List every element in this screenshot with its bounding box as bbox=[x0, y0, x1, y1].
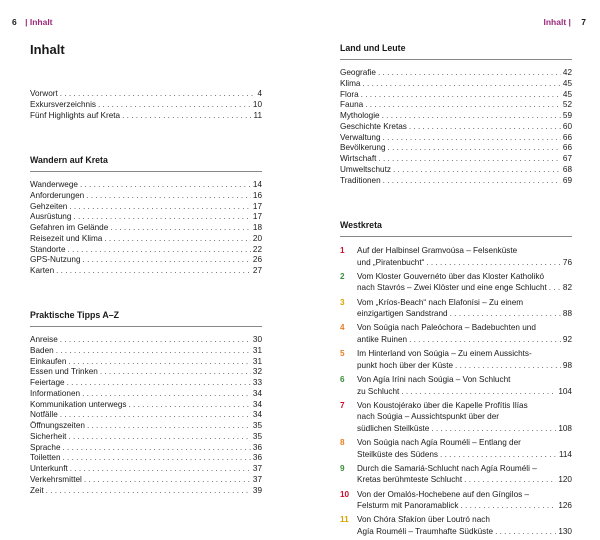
toc-entry-page: 16 bbox=[252, 190, 262, 200]
toc-entry-label: Kommunikation unterwegs bbox=[30, 399, 127, 409]
tour-page: 120 bbox=[558, 475, 572, 485]
tour-number: 9 bbox=[340, 463, 345, 473]
section-title-wandern: Wandern auf Kreta bbox=[30, 155, 262, 172]
tour-page: 104 bbox=[558, 386, 572, 396]
page-number-right: 7 bbox=[581, 17, 586, 27]
toc-entry-label: Fauna bbox=[340, 100, 364, 110]
dot-leader bbox=[409, 334, 561, 346]
dot-leader bbox=[63, 453, 251, 464]
tour-title-line: Durch die Samariá-Schlucht nach Agía Rouméli – bbox=[357, 463, 537, 473]
tour-title-line: südlichen Steilküste bbox=[357, 423, 430, 433]
tour-page: 114 bbox=[558, 449, 572, 459]
wandern-section bbox=[30, 155, 262, 277]
tour-number: 7 bbox=[340, 400, 345, 410]
dot-leader bbox=[83, 255, 251, 266]
toc-entry-label: Anforderungen bbox=[30, 190, 85, 200]
tour-title-line: antike Ruinen bbox=[357, 334, 408, 344]
page-header-left bbox=[12, 17, 53, 27]
toc-entry-label: Sicherheit bbox=[30, 431, 67, 441]
toc-entry-label: Essen und Trinken bbox=[30, 367, 98, 377]
dot-leader bbox=[60, 89, 256, 100]
toc-entry-label: Zeit bbox=[30, 485, 44, 495]
toc-entry-page: 69 bbox=[562, 175, 572, 185]
tour-page: 76 bbox=[562, 257, 572, 267]
tour-title-line: Agía Rouméli – Traumhafte Südküste bbox=[357, 527, 494, 536]
dot-leader bbox=[46, 486, 251, 497]
dot-leader bbox=[393, 165, 561, 176]
dot-leader bbox=[431, 423, 556, 435]
tour-title-line: Im Hinterland von Soúgia – Zu einem Aussichts- bbox=[357, 349, 532, 359]
toc-entry[interactable] bbox=[30, 335, 262, 346]
toc-entry[interactable] bbox=[30, 389, 262, 400]
dot-leader bbox=[460, 500, 556, 512]
tour-entry[interactable] bbox=[340, 463, 572, 486]
section-title-westkreta: Westkreta bbox=[340, 220, 572, 237]
toc-entry-page: 42 bbox=[562, 68, 572, 77]
toc-entry-page: 30 bbox=[252, 335, 262, 344]
tour-page: 108 bbox=[558, 423, 572, 433]
toc-entry-label: Karten bbox=[30, 266, 55, 275]
tour-title-line: Von Chóra Sfakíon über Loutró nach bbox=[357, 515, 490, 525]
tour-page: 98 bbox=[562, 360, 572, 370]
toc-entry-page: 14 bbox=[252, 180, 262, 189]
dot-leader bbox=[365, 100, 561, 111]
dot-leader bbox=[110, 223, 251, 234]
toc-entry-page: 34 bbox=[252, 410, 262, 420]
toc-entry-page: 17 bbox=[252, 201, 262, 211]
dot-leader bbox=[495, 526, 556, 538]
toc-entry-page: 10 bbox=[252, 99, 262, 109]
toc-entry-page: 34 bbox=[252, 388, 262, 398]
toc-entry[interactable] bbox=[30, 89, 262, 100]
toc-entry-label: GPS-Nutzung bbox=[30, 255, 81, 265]
toc-entry-label: Gehzeiten bbox=[30, 201, 68, 211]
tipps-section bbox=[30, 310, 262, 496]
toc-entry-page: 45 bbox=[562, 89, 572, 99]
toc-entry[interactable] bbox=[30, 255, 262, 266]
toc-entry[interactable] bbox=[30, 464, 262, 475]
toc-entry-label: Traditionen bbox=[340, 175, 381, 185]
dot-leader bbox=[378, 154, 560, 165]
toc-entry[interactable] bbox=[30, 202, 262, 213]
toc-entry-page: 22 bbox=[252, 244, 262, 254]
toc-entry[interactable] bbox=[30, 453, 262, 464]
dot-leader bbox=[383, 133, 561, 144]
dot-leader bbox=[68, 432, 250, 443]
toc-entry-label: Wirtschaft bbox=[340, 154, 377, 163]
dot-leader bbox=[63, 443, 251, 454]
tour-number: 8 bbox=[340, 438, 345, 448]
toc-entry[interactable] bbox=[340, 133, 572, 144]
tour-entry[interactable] bbox=[340, 437, 572, 460]
toc-entry-label: Sprache bbox=[30, 442, 61, 452]
toc-entry-label: Anreise bbox=[30, 335, 58, 344]
toc-entry[interactable] bbox=[30, 486, 262, 497]
tour-entry[interactable] bbox=[340, 322, 572, 345]
tour-title-line: Von Soúgia nach Agía Rouméli – Entlang der bbox=[357, 438, 521, 448]
header-title-right: Inhalt | bbox=[543, 17, 571, 27]
toc-entry-label: Geschichte Kretas bbox=[340, 121, 407, 131]
toc-entry[interactable] bbox=[30, 245, 262, 256]
toc-entry[interactable] bbox=[30, 223, 262, 234]
toc-entry-label: Geografie bbox=[340, 68, 376, 77]
tour-title-line: Von der Omalós-Hochebene auf den Gíngilos – bbox=[357, 489, 530, 499]
toc-entry-label: Reisezeit und Klima bbox=[30, 233, 103, 243]
toc-entry[interactable] bbox=[340, 176, 572, 187]
tour-number: 2 bbox=[340, 271, 345, 281]
toc-entry-page: 67 bbox=[562, 154, 572, 163]
toc-entry[interactable] bbox=[30, 346, 262, 357]
toc-entry-page: 31 bbox=[252, 356, 262, 366]
toc-entry-page: 45 bbox=[562, 78, 572, 88]
tour-entry[interactable] bbox=[340, 514, 572, 537]
intro-list bbox=[30, 89, 262, 121]
toc-entry-label: Gefahren im Gelände bbox=[30, 223, 109, 232]
tipps-list bbox=[30, 335, 262, 496]
toc-entry[interactable] bbox=[30, 180, 262, 191]
toc-entry[interactable] bbox=[340, 100, 572, 111]
tour-title-line: einzigartigen Sandstrand bbox=[357, 309, 448, 319]
dot-leader bbox=[70, 464, 251, 475]
tour-title-line: Felsturm mit Panoramablick bbox=[357, 501, 459, 511]
tour-entry[interactable] bbox=[340, 489, 572, 512]
dot-leader bbox=[68, 245, 251, 256]
dot-leader bbox=[382, 111, 561, 122]
toc-entry-label: Standorte bbox=[30, 244, 66, 254]
tour-title-line: punkt hoch über der Küste bbox=[357, 360, 454, 370]
tour-title-line: Steilküste des Südens bbox=[357, 449, 439, 459]
tour-entry[interactable] bbox=[340, 271, 572, 294]
toc-entry-page: 4 bbox=[257, 89, 262, 98]
dot-leader bbox=[80, 180, 251, 191]
toc-entry[interactable] bbox=[30, 400, 262, 411]
toc-entry[interactable] bbox=[340, 143, 572, 154]
tour-title-line: Von Soúgia nach Paleóchora – Badebuchten und bbox=[357, 323, 536, 333]
toc-entry-label: Fünf Highlights auf Kreta bbox=[30, 110, 121, 120]
tour-page: 126 bbox=[558, 501, 572, 511]
toc-entry-label: Informationen bbox=[30, 388, 81, 398]
tour-number: 1 bbox=[340, 246, 345, 255]
tour-page: 92 bbox=[562, 334, 572, 344]
tour-number: 11 bbox=[340, 515, 349, 525]
tour-title-line: Auf der Halbinsel Gramvoúsa – Felsenküste bbox=[357, 246, 518, 255]
toc-entry-page: 39 bbox=[252, 485, 262, 495]
toc-entry[interactable] bbox=[30, 443, 262, 454]
tour-title-line: nach Soúgia – Aussichtspunkt über der bbox=[357, 412, 500, 422]
westkreta-section bbox=[340, 220, 572, 540]
toc-entry-label: Klima bbox=[340, 78, 361, 88]
toc-entry-label: Toiletten bbox=[30, 453, 61, 463]
tour-page: 82 bbox=[562, 283, 572, 293]
toc-entry-page: 36 bbox=[252, 453, 262, 463]
toc-entry-page: 52 bbox=[562, 100, 572, 110]
tour-entry[interactable] bbox=[340, 400, 572, 435]
toc-entry-label: Unterkunft bbox=[30, 464, 68, 473]
toc-entry-label: Mythologie bbox=[340, 111, 380, 120]
toc-entry-page: 20 bbox=[252, 233, 262, 243]
tour-title-line: Von Agía Iríni nach Soúgia – Von Schlucht bbox=[357, 374, 511, 384]
toc-entry-label: Verwaltung bbox=[340, 132, 381, 142]
dot-leader bbox=[440, 449, 557, 461]
toc-entry-label: Flora bbox=[340, 89, 359, 99]
page-title: Inhalt bbox=[30, 42, 65, 57]
tour-number: 10 bbox=[340, 489, 350, 499]
tour-number: 5 bbox=[340, 349, 345, 359]
toc-entry-page: 60 bbox=[562, 121, 572, 131]
dot-leader bbox=[128, 400, 250, 411]
dot-leader bbox=[426, 257, 561, 269]
toc-entry-label: Notfälle bbox=[30, 410, 58, 420]
toc-entry-page: 59 bbox=[562, 111, 572, 120]
westkreta-list bbox=[340, 245, 572, 538]
toc-entry[interactable] bbox=[30, 234, 262, 245]
dot-leader bbox=[100, 367, 251, 378]
toc-entry[interactable] bbox=[340, 165, 572, 176]
toc-entry[interactable] bbox=[30, 111, 262, 122]
toc-entry-label: Bevölkerung bbox=[340, 143, 386, 153]
toc-entry[interactable] bbox=[30, 357, 262, 368]
dot-leader bbox=[82, 389, 251, 400]
toc-entry[interactable] bbox=[340, 68, 572, 79]
tour-page: 130 bbox=[558, 527, 572, 536]
toc-entry[interactable] bbox=[340, 154, 572, 165]
toc-entry-page: 18 bbox=[252, 223, 262, 232]
toc-entry[interactable] bbox=[30, 266, 262, 277]
toc-entry-page: 37 bbox=[252, 474, 262, 484]
page-number-left: 6 bbox=[12, 17, 17, 27]
dot-leader bbox=[450, 308, 561, 320]
toc-entry-page: 34 bbox=[252, 399, 262, 409]
toc-entry-label: Feiertage bbox=[30, 378, 65, 387]
tour-entry[interactable] bbox=[340, 245, 572, 268]
toc-entry[interactable] bbox=[30, 475, 262, 486]
toc-entry[interactable] bbox=[30, 100, 262, 111]
dot-leader bbox=[455, 360, 561, 372]
toc-entry-page: 27 bbox=[252, 266, 262, 275]
toc-entry-label: Öffnungszeiten bbox=[30, 421, 85, 430]
toc-entry[interactable] bbox=[30, 410, 262, 421]
tour-title-line: Vom „Kríos-Beach“ nach Elafonísi – Zu einem bbox=[357, 297, 524, 307]
dot-leader bbox=[67, 378, 251, 389]
tour-entry[interactable] bbox=[340, 297, 572, 320]
page-header-right bbox=[543, 17, 586, 27]
toc-entry-page: 26 bbox=[252, 255, 262, 265]
toc-entry-label: Verkehrsmittel bbox=[30, 474, 82, 484]
toc-entry-page: 37 bbox=[252, 464, 262, 473]
toc-entry-label: Wanderwege bbox=[30, 180, 78, 189]
tour-number: 4 bbox=[340, 323, 345, 333]
section-title-land: Land und Leute bbox=[340, 43, 572, 60]
wandern-list bbox=[30, 180, 262, 277]
land-section bbox=[340, 43, 572, 186]
toc-entry-label: Umweltschutz bbox=[340, 164, 391, 174]
dot-leader bbox=[378, 68, 561, 79]
toc-entry[interactable] bbox=[30, 421, 262, 432]
dot-leader bbox=[68, 357, 250, 368]
tour-page: 88 bbox=[562, 309, 572, 319]
tour-title-line: Vom Kloster Gouvernéto über das Kloster Katholikó bbox=[357, 271, 545, 281]
dot-leader bbox=[361, 90, 561, 101]
toc-entry[interactable] bbox=[30, 367, 262, 378]
dot-leader bbox=[464, 474, 556, 486]
dot-leader bbox=[98, 100, 251, 111]
tour-title-line: nach Stavrós – Zwei Klöster und eine enge Schlucht bbox=[357, 283, 547, 293]
toc-entry-label: Ausrüstung bbox=[30, 212, 72, 222]
toc-entry-label: Vorwort bbox=[30, 89, 58, 98]
toc-entry-label: Baden bbox=[30, 345, 54, 355]
toc-entry-page: 66 bbox=[562, 132, 572, 142]
toc-entry[interactable] bbox=[30, 191, 262, 202]
toc-entry-page: 68 bbox=[562, 164, 572, 174]
dot-leader bbox=[409, 122, 561, 133]
toc-entry-label: Exkursverzeichnis bbox=[30, 99, 96, 109]
toc-entry-label: Einkaufen bbox=[30, 356, 67, 366]
dot-leader bbox=[104, 234, 251, 245]
tour-title-line: zu Schlucht bbox=[357, 386, 400, 396]
tour-title-line: Kretas berühmteste Schlucht bbox=[357, 475, 463, 485]
intro-section bbox=[30, 89, 262, 121]
toc-entry[interactable] bbox=[30, 432, 262, 443]
toc-entry[interactable] bbox=[340, 90, 572, 101]
dot-leader bbox=[56, 266, 251, 277]
dot-leader bbox=[73, 212, 250, 223]
toc-entry[interactable] bbox=[30, 378, 262, 389]
dot-leader bbox=[56, 346, 251, 357]
tour-entry[interactable] bbox=[340, 374, 572, 397]
tour-entry[interactable] bbox=[340, 348, 572, 371]
dot-leader bbox=[383, 176, 561, 187]
dot-leader bbox=[84, 475, 251, 486]
toc-entry-page: 33 bbox=[252, 378, 262, 387]
section-title-tipps: Praktische Tipps A–Z bbox=[30, 310, 262, 327]
toc-entry[interactable] bbox=[340, 79, 572, 90]
toc-entry-page: 66 bbox=[562, 143, 572, 153]
toc-entry-page: 35 bbox=[252, 421, 262, 430]
land-list bbox=[340, 68, 572, 186]
dot-leader bbox=[69, 202, 251, 213]
dot-leader bbox=[122, 111, 251, 122]
toc-entry[interactable] bbox=[340, 111, 572, 122]
toc-entry-page: 17 bbox=[252, 212, 262, 222]
tour-title-line: und „Piratenbucht“ bbox=[357, 257, 425, 267]
dot-leader bbox=[362, 79, 560, 90]
dot-leader bbox=[87, 421, 251, 432]
toc-entry-page: 31 bbox=[252, 345, 262, 355]
header-title-left: | Inhalt bbox=[25, 17, 53, 27]
dot-leader bbox=[86, 191, 251, 202]
toc-entry-page: 35 bbox=[252, 431, 262, 441]
dot-leader bbox=[401, 386, 556, 398]
tour-number: 6 bbox=[340, 374, 345, 384]
dot-leader bbox=[549, 282, 561, 294]
dot-leader bbox=[388, 143, 561, 154]
toc-entry-page: 36 bbox=[252, 442, 262, 452]
dot-leader bbox=[60, 335, 251, 346]
tour-number: 3 bbox=[340, 297, 345, 307]
dot-leader bbox=[60, 410, 251, 421]
tour-title-line: Von Koustojérako über die Kapelle Profítis Ilías bbox=[357, 400, 528, 410]
toc-entry[interactable] bbox=[340, 122, 572, 133]
toc-entry[interactable] bbox=[30, 212, 262, 223]
toc-entry-page: 32 bbox=[252, 367, 262, 377]
toc-entry-page: 11 bbox=[253, 110, 262, 120]
